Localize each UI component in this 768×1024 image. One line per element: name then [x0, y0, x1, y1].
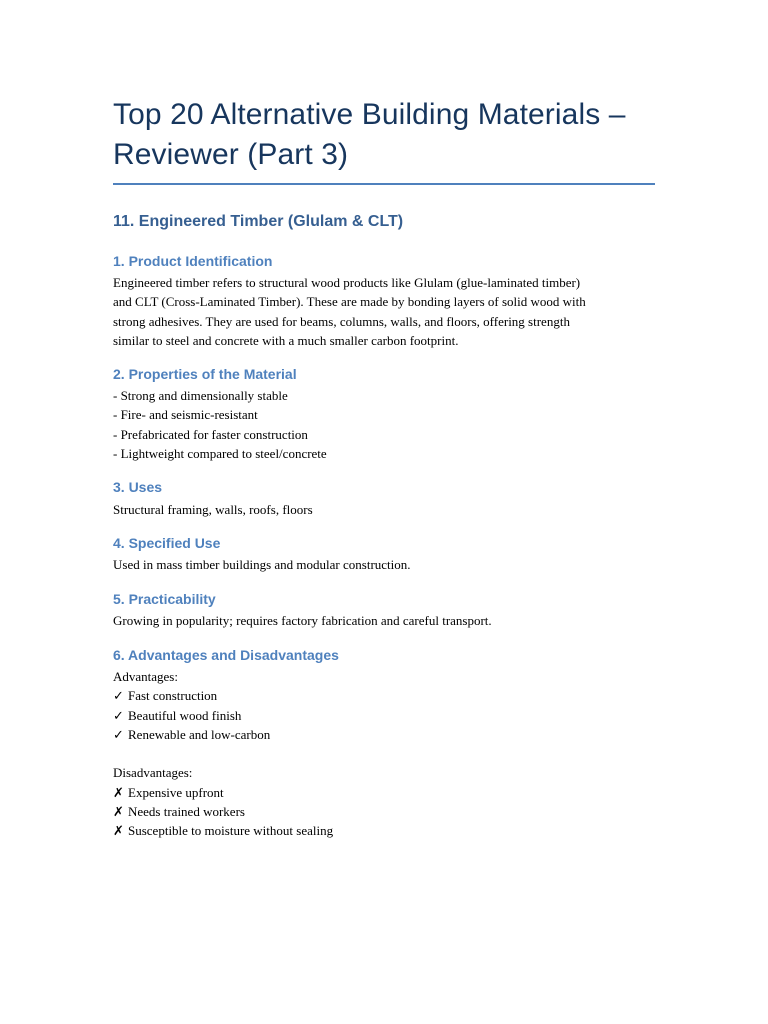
check-mark-icon: ✓: [113, 707, 124, 723]
advantages-label: Advantages:: [113, 669, 178, 684]
heading-practicability: 5. Practicability: [113, 591, 216, 607]
heading-specified-use: 4. Specified Use: [113, 535, 221, 551]
uses-text: Structural framing, walls, roofs, floors: [113, 502, 313, 517]
blank-line-spacer: [113, 744, 658, 763]
cross-mark-icon: ✗: [113, 804, 124, 820]
disadvantage-text: Needs trained workers: [128, 804, 245, 820]
property-item: - Prefabricated for faster construction: [113, 426, 308, 442]
heading-uses: 3. Uses: [113, 479, 163, 495]
specified-use-text: Used in mass timber buildings and modular construction.: [113, 557, 411, 572]
advantage-text: Fast construction: [128, 688, 218, 704]
property-item: - Strong and dimensionally stable: [113, 388, 288, 403]
check-mark-icon: ✓: [113, 726, 124, 742]
heading-advantages-disadvantages: 6. Advantages and Disadvantages: [113, 647, 339, 663]
advantage-item: [113, 706, 658, 725]
product-identification-line-2: and CLT (Cross-Laminated Timber). These are made by bonding layers of solid wood with: [113, 294, 586, 310]
disadvantage-item: [113, 821, 658, 840]
product-identification-line-1: Engineered timber refers to structural wood products like Glulam (glue-laminated timber): [113, 275, 581, 290]
disadvantage-item: [113, 783, 658, 802]
disadvantage-item: [113, 802, 658, 821]
disadvantage-text: Susceptible to moisture without sealing: [128, 823, 334, 839]
advantage-item: [113, 686, 658, 705]
product-identification-paragraph: [113, 273, 658, 350]
property-item: - Fire- and seismic-resistant: [113, 407, 258, 423]
document-title-line-1: Top 20 Alternative Building Materials –: [113, 98, 626, 131]
document-title-line-2: Reviewer (Part 3): [113, 138, 349, 171]
properties-list: [113, 386, 658, 463]
heading-properties: 2. Properties of the Material: [113, 366, 297, 382]
product-identification-line-4: similar to steel and concrete with a much smaller carbon footprint.: [113, 332, 459, 348]
check-mark-icon: ✓: [113, 688, 124, 704]
advantages-disadvantages-block: [113, 667, 658, 841]
advantage-text: Renewable and low-carbon: [128, 726, 271, 742]
advantage-item: [113, 725, 658, 744]
disadvantage-text: Expensive upfront: [128, 784, 224, 800]
practicability-text: Growing in popularity; requires factory fabrication and careful transport.: [113, 613, 492, 628]
product-identification-line-3: strong adhesives. They are used for beams, columns, walls, and floors, offering strength: [113, 313, 570, 329]
advantage-text: Beautiful wood finish: [128, 707, 242, 723]
property-item: - Lightweight compared to steel/concrete: [113, 445, 327, 461]
heading-product-identification: 1. Product Identification: [113, 253, 273, 269]
title-underline-rule: [113, 183, 655, 185]
cross-mark-icon: ✗: [113, 823, 124, 839]
document-page: [113, 0, 658, 839]
document-title: [113, 0, 658, 175]
section-heading-engineered-timber: 11. Engineered Timber (Glulam & CLT): [113, 213, 404, 230]
cross-mark-icon: ✗: [113, 784, 124, 800]
disadvantages-label: Disadvantages:: [113, 765, 193, 781]
